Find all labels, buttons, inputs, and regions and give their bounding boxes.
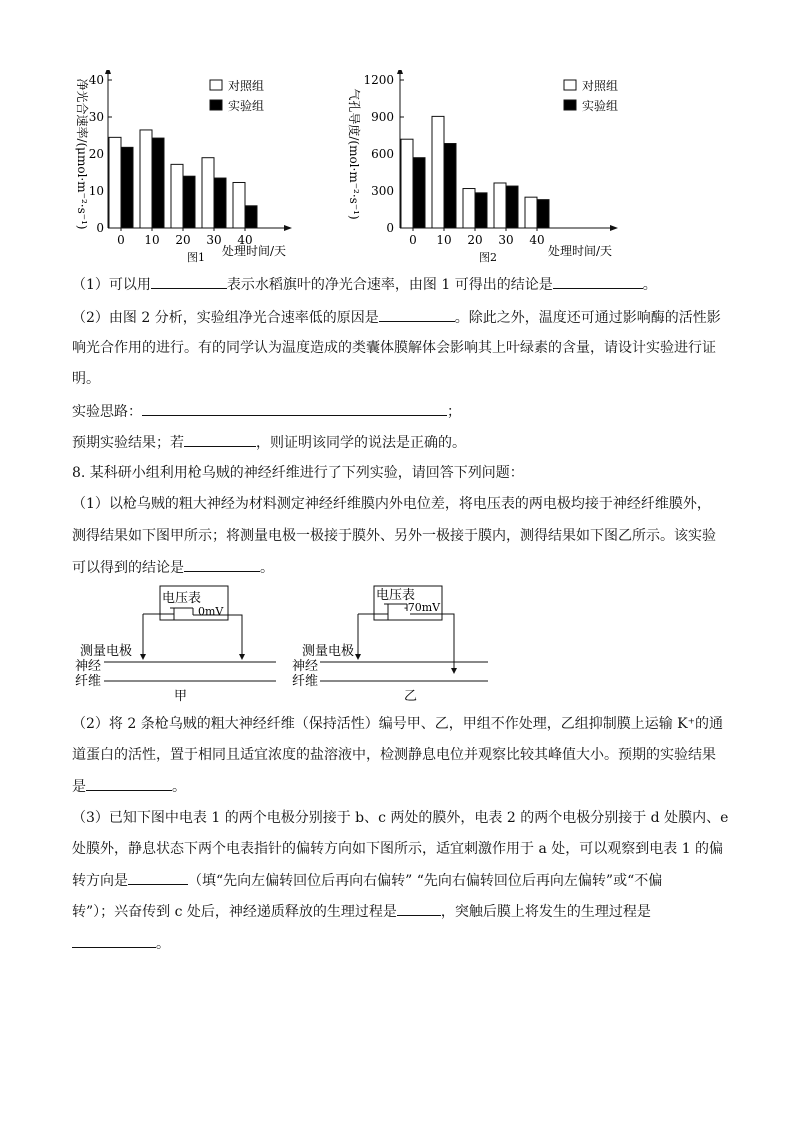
legend-label: 实验组 <box>582 99 619 113</box>
bar-experiment <box>214 178 226 228</box>
legend-label: 对照组 <box>228 79 265 93</box>
x-tick-label: 20 <box>467 233 483 247</box>
bar-control <box>140 130 152 228</box>
legend-swatch <box>210 80 222 90</box>
legend-label: 实验组 <box>228 99 265 113</box>
y-tick-label: 1200 <box>363 73 394 87</box>
y-tick-label: 10 <box>88 184 104 198</box>
y-axis-arrow <box>397 70 403 74</box>
fiber-label: 纤维 <box>75 674 102 689</box>
q7-idea: 实验思路： ； <box>72 401 732 422</box>
x-tick-label: 0 <box>409 233 417 247</box>
answer-blank[interactable] <box>184 432 256 447</box>
bar-experiment <box>121 147 133 228</box>
q8-part3-line1: （3）已知下图中电表 1 的两个电极分别接于 b、c 两处的膜外，电表 2 的两个电极分别接于 d 处膜内、e <box>72 810 729 826</box>
chart-title: 图1 <box>187 251 205 264</box>
q8-part1-line3: 可以得到的结论是 。 <box>72 557 732 578</box>
q8-part3-line3: 转方向是 （填“先向左偏转回位后再向右偏转” “先向右偏转回位后再向左偏转”或“不偏 <box>72 870 732 891</box>
answer-blank[interactable] <box>184 557 260 572</box>
q8-part3-line4: 转”）；兴奋传到 c 处后，神经递质释放的生理过程是 ，突触后膜上将发生的生理过程是 <box>72 901 732 922</box>
y-axis-arrow <box>105 70 111 74</box>
answer-blank[interactable] <box>397 901 441 916</box>
q8-part3-line5: 。 <box>72 933 732 954</box>
answer-blank[interactable] <box>128 870 188 885</box>
x-tick-label: 10 <box>436 233 452 247</box>
x-axis-arrow <box>284 225 292 231</box>
y-axis-label: 气孔导度/(mol·m⁻²·s⁻¹) <box>347 88 361 220</box>
electrode-label: 测量电极 <box>302 644 355 659</box>
q8-part1-line1: （1）以枪乌贼的粗大神经为材料测定神经纤维膜内外电位差，将电压表的两电极均接于神经纤维膜外， <box>72 496 711 512</box>
bar-experiment <box>475 193 487 228</box>
q7-part2-line2: 响光合作用的进行。有的同学认为温度造成的类囊体膜解体会影响其上叶绿素的含量，请设计实验进行证 <box>72 340 716 356</box>
bar-experiment <box>444 144 456 228</box>
y-tick-label: 600 <box>371 147 394 161</box>
bar-control <box>432 116 444 228</box>
diagram-jia <box>75 586 276 704</box>
answer-blank[interactable] <box>151 274 227 289</box>
bar-control <box>171 164 183 228</box>
bar-control <box>233 182 245 228</box>
chart-title: 图2 <box>479 251 497 264</box>
y-tick-label: 300 <box>371 184 394 198</box>
diagram-yi <box>292 586 488 704</box>
bar-experiment <box>413 158 425 228</box>
chart-fig1 <box>70 70 370 265</box>
answer-blank[interactable] <box>142 401 447 416</box>
q7-part1: （1）可以用 表示水稻旗叶的净光合速率，由图 1 可得出的结论是 。 <box>72 274 732 295</box>
q8-part2-line2: 道蛋白的活性，置于相同且适宜浓度的盐溶液中，检测静息电位并观察比较其峰值大小。预期的实验结果 <box>72 747 716 763</box>
bar-control <box>525 197 537 228</box>
bar-control <box>202 158 214 228</box>
answer-blank[interactable] <box>553 274 643 289</box>
voltmeter-label: 电压表 <box>162 591 202 606</box>
caption-yi: 乙 <box>404 689 418 704</box>
bar-experiment <box>183 176 195 228</box>
x-tick-label: 30 <box>498 233 514 247</box>
q7-result: 预期实验结果；若 ，则证明该同学的说法是正确的。 <box>72 432 732 453</box>
legend-swatch <box>564 100 576 110</box>
answer-blank[interactable] <box>86 776 172 791</box>
x-tick-label: 40 <box>529 233 545 247</box>
x-tick-label: 0 <box>117 233 125 247</box>
q8-part3-line2: 处膜外，静息状态下两个电表指针的偏转方向如下图所示，适宜刺激作用于 a 处，可以观察到电表 1 的偏 <box>72 841 724 857</box>
bar-control <box>401 139 413 228</box>
y-tick-label: 0 <box>96 221 104 235</box>
y-tick-label: 20 <box>88 147 104 161</box>
q8-part1-line2: 测得结果如下图甲所示；将测量电极一极接于膜外、另外一极接于膜内，测得结果如下图乙所示。该实验 <box>72 528 716 544</box>
x-axis-label: 处理时间/天 <box>547 244 612 258</box>
y-tick-label: 900 <box>371 110 394 124</box>
electrode-diagram <box>70 584 510 706</box>
voltmeter-reading: 0mV <box>198 605 224 618</box>
bar-experiment <box>245 206 257 228</box>
fiber-label: 纤维 <box>292 674 319 689</box>
q8-part2-line3: 是 。 <box>72 776 732 797</box>
x-axis-arrow <box>610 225 618 231</box>
answer-blank[interactable] <box>72 933 156 948</box>
y-axis-label: 净光合速率/(μmol·m⁻²·s⁻¹) <box>75 78 89 230</box>
x-tick-label: 40 <box>237 233 253 247</box>
chart-fig2 <box>340 70 660 265</box>
bar-experiment <box>506 186 518 228</box>
bar-control <box>463 189 475 228</box>
q8-title: 8. 某科研小组利用枪乌贼的神经纤维进行了下列实验，请回答下列问题： <box>72 465 524 481</box>
x-tick-label: 20 <box>175 233 191 247</box>
answer-blank[interactable] <box>379 307 455 322</box>
voltmeter-reading: -70mV <box>404 601 441 614</box>
q8-part2-line1: （2）将 2 条枪乌贼的粗大神经纤维（保持活性）编号甲、乙，甲组不作处理，乙组抑制膜上运输 K⁺的通 <box>72 716 724 732</box>
voltmeter-label: 电压表 <box>376 588 416 603</box>
y-tick-label: 0 <box>386 221 394 235</box>
y-tick-label: 40 <box>88 73 104 87</box>
legend-swatch <box>564 80 576 90</box>
electrode-label: 测量电极 <box>80 644 133 659</box>
legend-swatch <box>210 100 222 110</box>
legend-label: 对照组 <box>582 79 619 93</box>
x-tick-label: 10 <box>144 233 160 247</box>
bar-control <box>109 137 121 228</box>
fiber-label: 神经 <box>292 659 319 674</box>
x-tick-label: 30 <box>206 233 222 247</box>
bar-experiment <box>537 200 549 228</box>
y-tick-label: 30 <box>88 110 104 124</box>
q7-part2-line1: （2）由图 2 分析，实验组净光合速率低的原因是 。除此之外，温度还可通过影响酶的活性影 <box>72 307 732 328</box>
fiber-label: 神经 <box>75 659 102 674</box>
bar-experiment <box>152 138 164 228</box>
caption-jia: 甲 <box>174 689 188 704</box>
x-axis-label: 处理时间/天 <box>221 244 286 258</box>
bar-control <box>494 183 506 228</box>
q7-part2-line3: 明。 <box>72 371 100 387</box>
